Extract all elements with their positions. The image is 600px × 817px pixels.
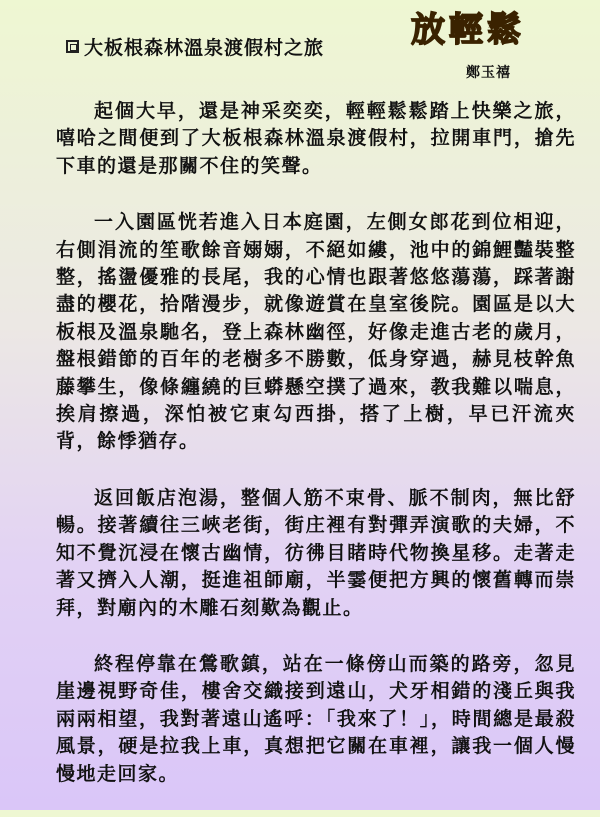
logo-text: 放輕鬆 — [411, 10, 525, 48]
paragraph: 終程停靠在鶯歌鎮，站在一條傍山而築的路旁，忽見崖邊視野奇佳，樓舍交織接到遠山，犬牙相錯的淺丘與我兩兩相望，我對著遠山遙呼：「我來了！」，時間總是最殺風景，硬是拉我上車，真想把它關在車裡，讓我一個人慢慢地走回家。 — [56, 652, 576, 785]
square-bullet-icon — [66, 40, 79, 53]
paragraph: 返回飯店泡湯，整個人筋不束骨、脈不制肉，無比舒暢。接著續往三峽老街，街庄裡有對彈弄演歌的夫婦，不知不覺沉浸在懷古幽情，彷彿目睹時代物換星移。走著走著又擠入人潮，挺進祖師廟，半霎便把方興的懷舊轉而崇拜，對廟內的木雕石刻歎為觀止。 — [56, 486, 576, 619]
logo-graphic — [409, 8, 539, 48]
article-body — [56, 98, 576, 817]
article-title — [66, 33, 324, 60]
article-title-text: 大板根森林溫泉渡假村之旅 — [84, 37, 325, 59]
paragraph: 起個大早，還是神采奕奕，輕輕鬆鬆踏上快樂之旅，嘻哈之間便到了大板根森林溫泉渡假村，拉開車門，搶先下車的還是那關不住的笑聲。 — [56, 100, 576, 177]
paragraph: 一入園區恍若進入日本庭園，左側女郎花到位相迎，右側涓流的笙歌餘音嫋嫋，不絕如縷，池中的錦鯉豔裝整整，搖盪優雅的長尾，我的心情也跟著悠悠蕩蕩，踩著謝盡的櫻花，拾階漫步，就像遊賞在皇室後院。園區是以大板根及溫泉馳名，登上森林幽徑，好像走進古老的歲月，盤根錯節的百年的老樹多不勝數，低身穿過，赫見枝幹魚藤攀生，像條纏繞的巨蟒懸空撲了過來，教我難以喘息，挨肩擦過，深怕被它東勾西掛，搭了上樹，早已汗流夾背，餘悸猶存。 — [56, 211, 576, 453]
author-name: 鄭玉禧 — [466, 65, 511, 81]
